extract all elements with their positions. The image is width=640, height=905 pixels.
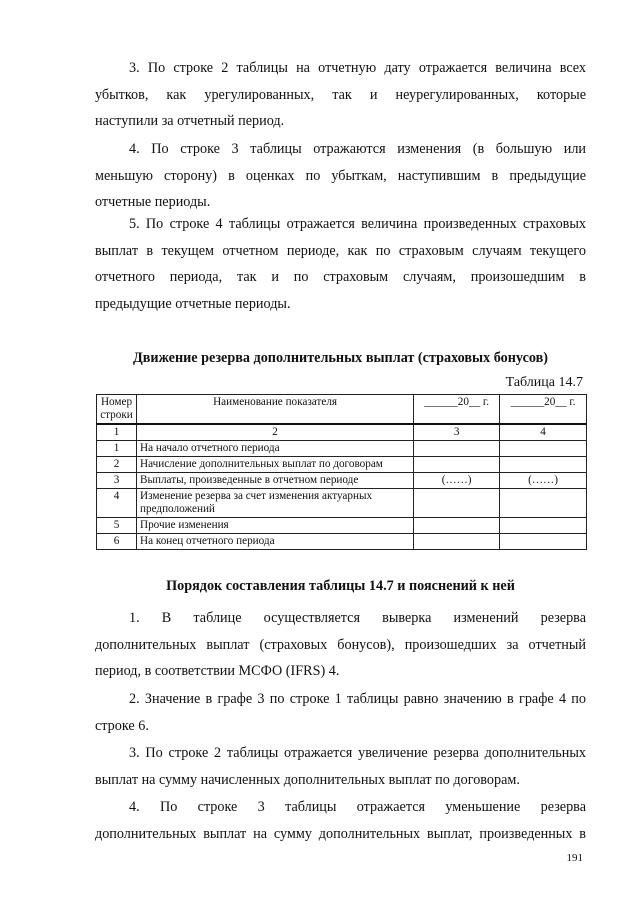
text-line: 1. В таблице осуществляется выверка изменений резерва [129, 610, 586, 626]
row-number: 2 [97, 457, 137, 473]
index-cell: 2 [136, 424, 413, 441]
row-label: Прочие изменения [136, 518, 413, 534]
text-line: строке 6. [95, 717, 149, 734]
row-value: (……) [500, 473, 587, 489]
row-value [414, 489, 500, 518]
table-number: Таблица 14.7 [505, 375, 583, 390]
header-cell: ______20__ г. [500, 395, 587, 425]
text-line: меньшую сторону) в оценках по убыткам, наступившим в предыдущие [95, 167, 586, 184]
text-line: убытков, как урегулированных, так и неурегулированных, которые [95, 86, 586, 103]
header-cell: Номер строки [97, 395, 137, 425]
row-label: Начисление дополнительных выплат по договорам [136, 457, 413, 473]
text-line: 3. По строке 2 таблицы на отчетную дату отражается величина всех [129, 60, 586, 76]
table-row [97, 534, 587, 550]
index-cell: 1 [97, 424, 137, 441]
reserve-movement-table [96, 394, 587, 550]
explanation-1 [95, 605, 586, 685]
index-cell: 3 [414, 424, 500, 441]
explanation-2 [95, 686, 586, 739]
header-cell: ______20__ г. [414, 395, 500, 425]
row-value [500, 534, 587, 550]
row-value [414, 534, 500, 550]
row-value [500, 441, 587, 457]
row-value [414, 441, 500, 457]
text-line: 4. По строке 3 таблицы отражается уменьшение резерва [129, 799, 586, 815]
text-line: период, в соответствии МСФО (IFRS) 4. [95, 663, 340, 679]
row-label: Выплаты, произведенные в отчетном периоде [136, 473, 413, 489]
table-row [97, 489, 587, 518]
text-line: отчетного периода, так и по страховым случаям, произошедшим в [95, 269, 586, 285]
row-label: Изменение резерва за счет изменения актуарных предположений [136, 489, 413, 518]
row-number: 4 [97, 489, 137, 518]
row-label: На начало отчетного периода [136, 441, 413, 457]
row-number: 6 [97, 534, 137, 550]
section-heading: Порядок составления таблицы 14.7 и пояснений к ней [166, 578, 515, 594]
explanation-3 [95, 740, 586, 793]
text-line: 2. Значение в графе 3 по строке 1 таблицы равно значению в графе 4 по [129, 691, 586, 707]
text-line: дополнительных выплат на сумму дополнительных выплат, произведенных в [95, 825, 586, 842]
table-index-row [97, 424, 587, 441]
row-value [414, 457, 500, 473]
row-number: 5 [97, 518, 137, 534]
paragraph-4 [95, 136, 586, 216]
row-value [414, 518, 500, 534]
paragraph-3 [95, 55, 586, 135]
text-line: выплат на сумму начисленных дополнительных выплат по договорам. [95, 771, 520, 788]
row-label: На конец отчетного периода [136, 534, 413, 550]
table-row [97, 473, 587, 489]
explanation-4 [95, 794, 586, 847]
row-number: 1 [97, 441, 137, 457]
table-header-row [97, 395, 587, 425]
paragraph-5 [95, 211, 586, 317]
row-value [500, 518, 587, 534]
text-line: дополнительных выплат (страховых бонусов), произошедших за отчетный [95, 636, 586, 653]
row-value: (……) [414, 473, 500, 489]
text-line: 5. По строке 4 таблицы отражается величина произведенных страховых [129, 216, 586, 232]
header-cell: Наименование показателя [136, 395, 413, 425]
index-cell: 4 [500, 424, 587, 441]
text-line: наступили за отчетный период. [95, 113, 285, 129]
table-row [97, 441, 587, 457]
table-row [97, 518, 587, 534]
row-value [500, 457, 587, 473]
text-line: 3. По строке 2 таблицы отражается увеличение резерва дополнительных [129, 745, 586, 761]
text-line: 4. По строке 3 таблицы отражаются изменения (в большую или [129, 141, 586, 157]
row-number: 3 [97, 473, 137, 489]
table-title: Движение резерва дополнительных выплат (страховых бонусов) [132, 350, 549, 366]
text-line: выплат в текущем отчетном периоде, как по страховым случаям текущего [95, 242, 586, 259]
table-row [97, 457, 587, 473]
text-line: предыдущие отчетные периоды. [95, 295, 291, 312]
page-number: 191 [566, 852, 583, 864]
text-line: отчетные периоды. [95, 194, 211, 210]
row-value [500, 489, 587, 518]
